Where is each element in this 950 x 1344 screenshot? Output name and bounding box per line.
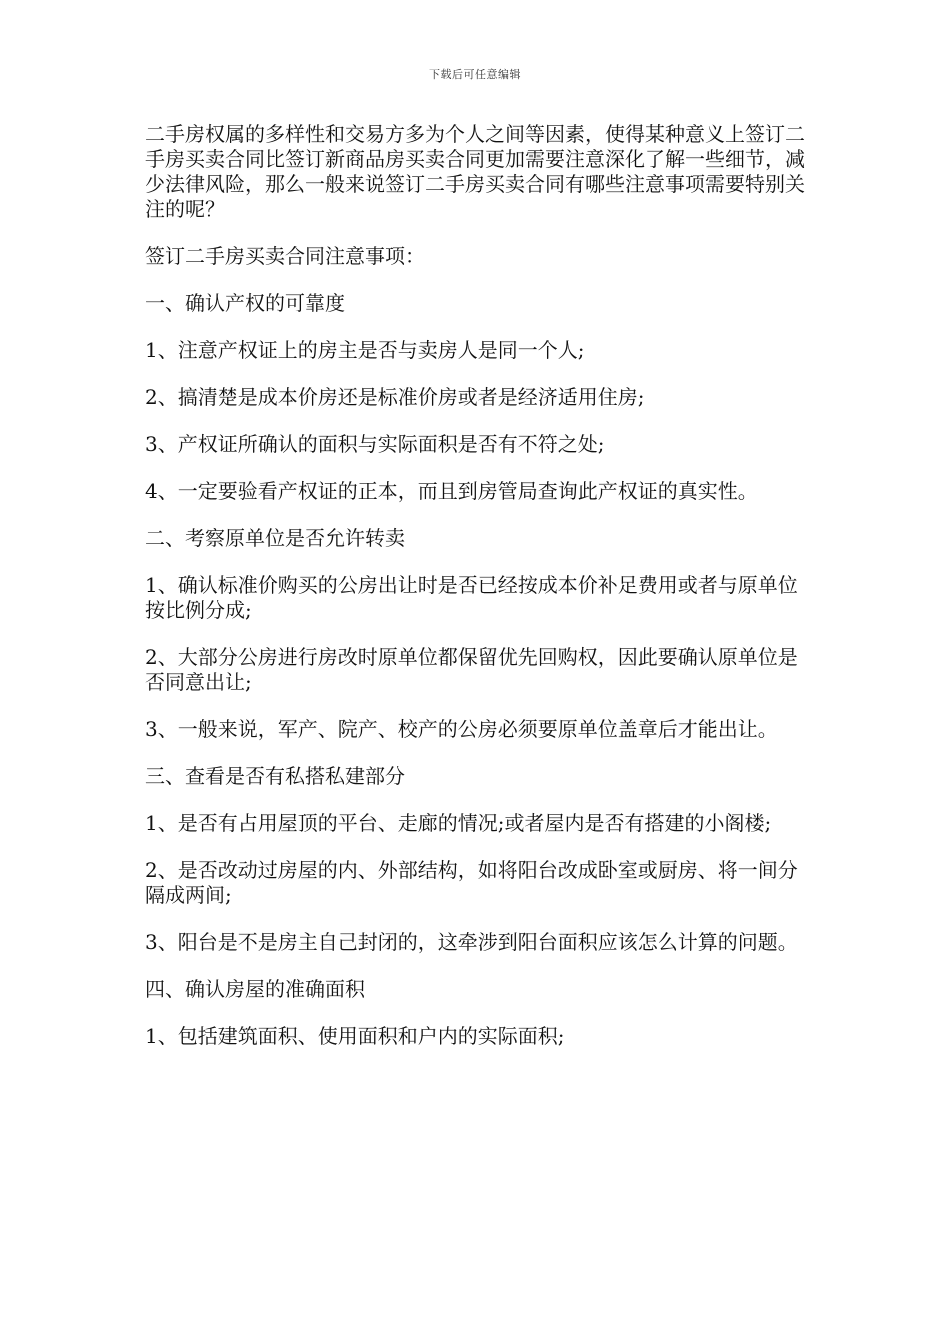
section-intro-heading: 签订二手房买卖合同注意事项： (145, 244, 425, 268)
section-3-item-3: 3、阳台是不是房主自己封闭的，这牵涉到阳台面积应该怎么计算的问题。 (145, 930, 798, 954)
document-body (145, 122, 805, 1071)
section-4-heading: 四、确认房屋的准确面积 (145, 977, 365, 1001)
section-4-item-1: 1、包括建筑面积、使用面积和户内的实际面积; (145, 1024, 565, 1048)
section-1-item-4: 4、一定要验看产权证的正本，而且到房管局查询此产权证的真实性。 (145, 479, 758, 503)
section-2-heading: 二、考察原单位是否允许转卖 (145, 526, 405, 550)
section-1-item-3: 3、产权证所确认的面积与实际面积是否有不符之处; (145, 432, 605, 456)
section-2-item-3: 3、一般来说，军产、院产、校产的公房必须要原单位盖章后才能出让。 (145, 717, 778, 741)
page-header: 下载后可任意编辑 (429, 68, 521, 81)
section-2-item-2: 2、大部分公房进行房改时原单位都保留优先回购权，因此要确认原单位是否同意出让; (145, 645, 798, 694)
intro-paragraph: 二手房权属的多样性和交易方多为个人之间等因素，使得某种意义上签订二手房买卖合同比签订新商品房买卖合同更加需要注意深化了解一些细节，减少法律风险，那么一般来说签订二手房买卖合同有哪些注意事项需要特别关注的呢？ (145, 122, 805, 221)
section-2-item-1: 1、确认标准价购买的公房出让时是否已经按成本价补足费用或者与原单位按比例分成; (145, 573, 798, 622)
section-1-item-2: 2、搞清楚是成本价房还是标准价房或者是经济适用住房; (145, 385, 645, 409)
section-1-heading: 一、确认产权的可靠度 (145, 291, 345, 315)
section-3-item-2: 2、是否改动过房屋的内、外部结构，如将阳台改成卧室或厨房、将一间分隔成两间; (145, 858, 798, 907)
section-3-item-1: 1、是否有占用屋顶的平台、走廊的情况;或者屋内是否有搭建的小阁楼; (145, 811, 772, 835)
section-1-item-1: 1、注意产权证上的房主是否与卖房人是同一个人; (145, 338, 585, 362)
section-3-heading: 三、查看是否有私搭私建部分 (145, 764, 405, 788)
